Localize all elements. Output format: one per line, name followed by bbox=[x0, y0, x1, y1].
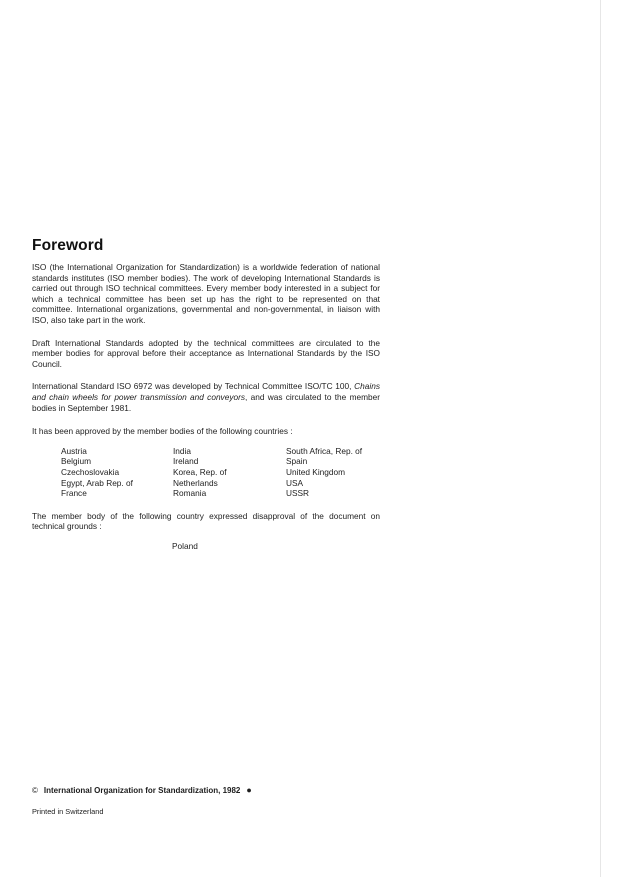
committee-title-italic: Chains and chain wheels for power transmission and conveyors bbox=[32, 381, 380, 402]
country-item: India bbox=[173, 445, 191, 456]
copyright-line bbox=[32, 785, 252, 795]
country-item: South Africa, Rep. of bbox=[286, 445, 363, 456]
foreword-paragraph-approval: It has been approved by the member bodies of the following countries : bbox=[32, 426, 293, 437]
foreword-paragraph-development bbox=[32, 381, 380, 413]
bullet-icon: ● bbox=[246, 785, 252, 795]
country-item: Austria bbox=[61, 445, 87, 456]
country-item: France bbox=[61, 488, 87, 499]
country-item: Egypt, Arab Rep. of bbox=[61, 477, 133, 488]
country-item: Czechoslovakia bbox=[61, 466, 120, 477]
disapproving-country: Poland bbox=[172, 540, 198, 551]
country-item: Spain bbox=[286, 456, 308, 467]
copyright-text: International Organization for Standardization, 1982 bbox=[43, 786, 241, 795]
foreword-paragraph-drafts: Draft International Standards adopted by the technical committees are circulated to the member bodies for approval before their acceptance as International Standards by the ISO Council. bbox=[32, 337, 380, 369]
foreword-paragraph-disapproval: The member body of the following country expressed disapproval of the document on technical grounds : bbox=[32, 510, 380, 532]
foreword-section bbox=[32, 237, 380, 551]
copyright-icon: © bbox=[32, 786, 38, 795]
foreword-title: Foreword bbox=[32, 237, 104, 254]
page-edge-line bbox=[600, 0, 601, 877]
approving-countries-list bbox=[61, 446, 380, 499]
country-item: Ireland bbox=[173, 456, 199, 467]
development-text-end: , and was circulated to the member bodies in September 1981. bbox=[32, 391, 380, 413]
country-item: USA bbox=[286, 477, 304, 488]
country-item: United Kingdom bbox=[286, 466, 346, 477]
development-text-start: International Standard ISO 6972 was developed by Technical Committee ISO/TC 100, bbox=[32, 381, 355, 392]
country-item: Romania bbox=[173, 488, 207, 499]
country-item: Netherlands bbox=[173, 477, 218, 488]
country-item: USSR bbox=[286, 488, 310, 499]
foreword-paragraph-iso: ISO (the International Organization for Standardization) is a worldwide federation of national standards institutes (ISO member bodies). The work of developing International Standards is carried out through ISO technical committees. Every member body interested in a subject for which a technical committee has been set up has the right to be represented on that committee. International organizations, governmental and non-governmental, in liaison with ISO, also take part in the work. bbox=[32, 262, 380, 325]
country-item: Korea, Rep. of bbox=[173, 466, 227, 477]
printed-location: Printed in Switzerland bbox=[32, 807, 104, 816]
country-item: Belgium bbox=[61, 456, 91, 467]
